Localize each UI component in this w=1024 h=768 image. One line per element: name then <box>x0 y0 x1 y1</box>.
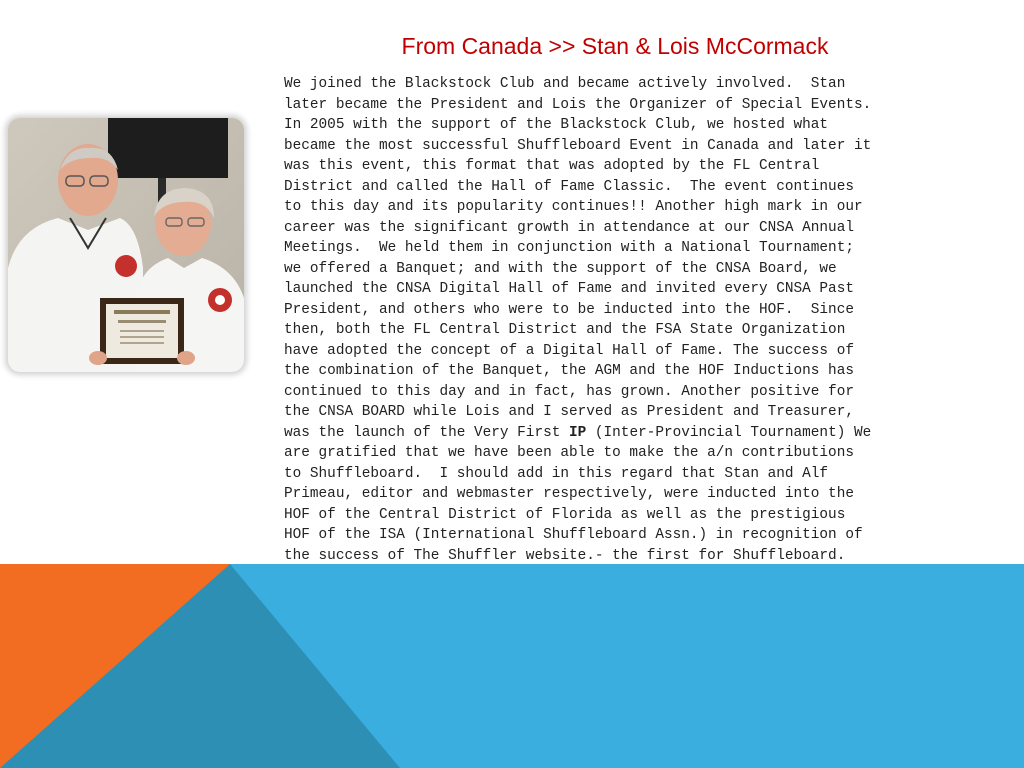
body-line-text: the combination of the Banquet, the AGM and the HOF Inductions has <box>284 363 854 379</box>
body-line <box>284 443 1004 464</box>
body-line <box>284 423 1004 444</box>
body-line-text: We joined the Blackstock Club and became actively involved. Stan <box>284 76 846 92</box>
body-line <box>284 74 1004 95</box>
body-line-text: career was the significant growth in attendance at our CNSA Annual <box>284 219 854 236</box>
body-line-text: to this day and its popularity continues!! Another high mark in our <box>284 199 863 215</box>
body-line-text: continued to this day and in fact, has grown. Another positive for <box>284 383 854 400</box>
body-line <box>284 136 1004 157</box>
body-line-text: have adopted the concept of a Digital Hall of Fame. The success of <box>284 342 854 359</box>
body-line-text: then, both the FL Central District and the FSA State Organization <box>284 322 846 338</box>
body-paragraph <box>284 74 1004 566</box>
body-line <box>284 238 1004 259</box>
body-line-text: was the launch of the Very First <box>284 424 569 441</box>
footer-decoration <box>0 564 1024 768</box>
body-line <box>284 279 1004 300</box>
body-line-text: the success of The Shuffler website.- the first for Shuffleboard. <box>284 547 846 564</box>
body-line <box>284 402 1004 423</box>
body-line <box>284 156 1004 177</box>
couple-with-award-plaque-photo-icon <box>8 118 244 372</box>
body-line-text: to Shuffleboard. I should add in this regard that Stan and Alf <box>284 465 829 482</box>
body-line-text: launched the CNSA Digital Hall of Fame and invited every CNSA Past <box>284 281 854 297</box>
body-line-text: In 2005 with the support of the Blackstock Club, we hosted what <box>284 117 829 133</box>
body-line <box>284 115 1004 136</box>
body-line <box>284 259 1004 280</box>
body-line-text: was this event, this format that was adopted by the FL Central <box>284 158 820 174</box>
body-line-text: later became the President and Lois the Organizer of Special Events. <box>284 96 872 113</box>
body-line-text: the CNSA BOARD while Lois and I served as President and Treasurer, <box>284 404 854 420</box>
body-line-text-after: (Inter-Provincial Tournament) We <box>586 424 872 441</box>
body-line <box>284 382 1004 403</box>
body-line <box>284 546 1004 567</box>
body-line <box>284 361 1004 382</box>
body-line-text: are gratified that we have been able to make the a/n contributions <box>284 445 854 461</box>
body-line-text: District and called the Hall of Fame Classic. The event continues <box>284 178 854 195</box>
body-line-text: we offered a Banquet; and with the support of the CNSA Board, we <box>284 260 837 277</box>
body-line-text: Meetings. We held them in conjunction with a National Tournament; <box>284 240 854 256</box>
body-line-text: HOF of the ISA (International Shuffleboard Assn.) in recognition of <box>284 527 863 543</box>
couple-award-photo <box>8 118 244 372</box>
body-line <box>284 300 1004 321</box>
body-line-text: Primeau, editor and webmaster respectively, were inducted into the <box>284 486 854 502</box>
body-line <box>284 218 1004 239</box>
body-line <box>284 525 1004 546</box>
slide-title: From Canada >> Stan & Lois McCormack <box>401 33 829 59</box>
body-line <box>284 341 1004 362</box>
body-line <box>284 197 1004 218</box>
body-line <box>284 95 1004 116</box>
body-line-bold: IP <box>568 424 587 441</box>
body-line <box>284 464 1004 485</box>
body-line-text: became the most successful Shuffleboard Event in Canada and later it <box>284 137 872 154</box>
body-line-text: President, and others who were to be inducted into the HOF. Since <box>284 301 854 318</box>
body-line-text: HOF of the Central District of Florida as well as the prestigious <box>284 506 846 523</box>
body-line <box>284 320 1004 341</box>
body-line <box>284 505 1004 526</box>
body-line <box>284 484 1004 505</box>
body-line <box>284 177 1004 198</box>
